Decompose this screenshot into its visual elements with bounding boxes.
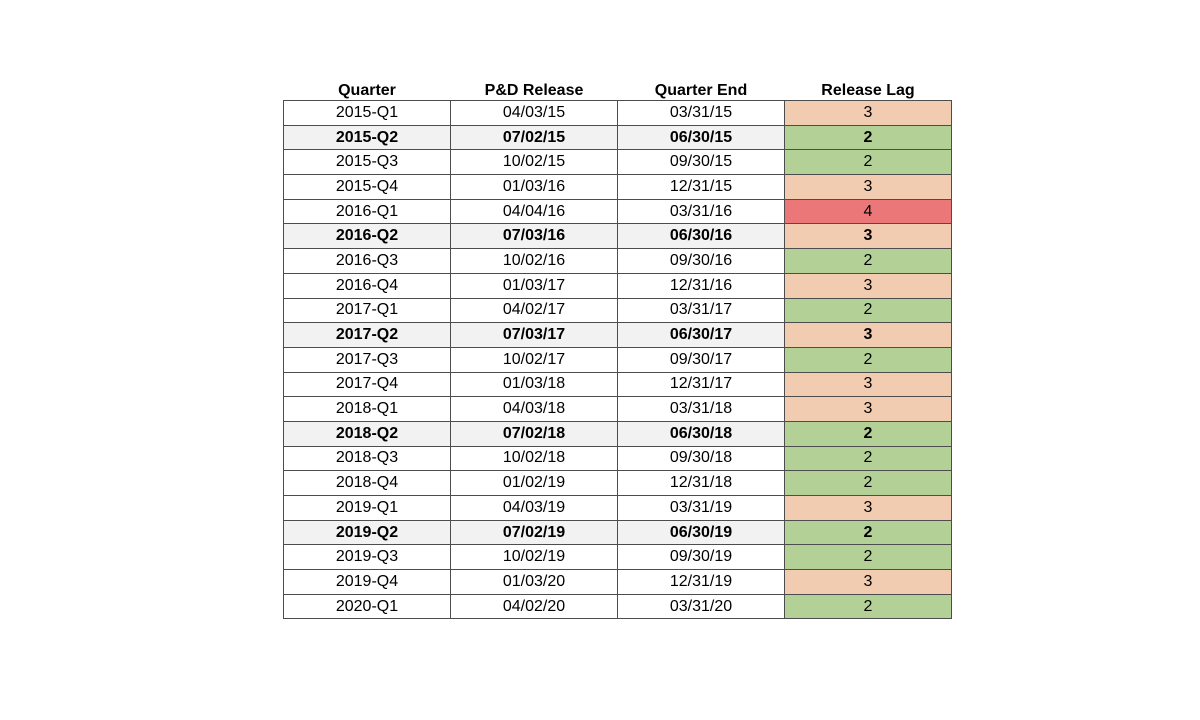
release-lag-cell: 3 — [785, 397, 952, 422]
quarter-cell: 2019-Q2 — [284, 520, 451, 545]
table-row — [284, 249, 952, 274]
quarter-end-cell: 03/31/20 — [618, 594, 785, 619]
release-cell: 07/02/19 — [451, 520, 618, 545]
quarter-cell: 2020-Q1 — [284, 594, 451, 619]
release-cell: 10/02/19 — [451, 545, 618, 570]
release-lag-cell: 3 — [785, 570, 952, 595]
release-lag-table — [283, 76, 952, 619]
quarter-end-cell: 03/31/19 — [618, 496, 785, 521]
quarter-end-cell: 06/30/18 — [618, 421, 785, 446]
release-cell: 07/03/17 — [451, 323, 618, 348]
release-cell: 10/02/17 — [451, 347, 618, 372]
quarter-end-cell: 12/31/17 — [618, 372, 785, 397]
table-row — [284, 175, 952, 200]
table-row — [284, 150, 952, 175]
quarter-cell: 2017-Q3 — [284, 347, 451, 372]
quarter-cell: 2018-Q2 — [284, 421, 451, 446]
table-row — [284, 372, 952, 397]
release-cell: 07/03/16 — [451, 224, 618, 249]
release-cell: 04/02/17 — [451, 298, 618, 323]
quarter-cell: 2015-Q4 — [284, 175, 451, 200]
release-lag-cell: 2 — [785, 298, 952, 323]
release-cell: 04/03/18 — [451, 397, 618, 422]
release-cell: 10/02/16 — [451, 249, 618, 274]
quarter-cell: 2016-Q1 — [284, 199, 451, 224]
release-cell: 04/03/15 — [451, 101, 618, 126]
quarter-end-cell: 06/30/17 — [618, 323, 785, 348]
release-lag-cell: 2 — [785, 421, 952, 446]
quarter-end-cell: 09/30/16 — [618, 249, 785, 274]
release-lag-cell: 2 — [785, 150, 952, 175]
quarter-cell: 2017-Q4 — [284, 372, 451, 397]
quarter-cell: 2018-Q3 — [284, 446, 451, 471]
release-lag-cell: 2 — [785, 347, 952, 372]
release-cell: 01/03/16 — [451, 175, 618, 200]
quarter-cell: 2019-Q1 — [284, 496, 451, 521]
table-row — [284, 446, 952, 471]
quarter-cell: 2015-Q3 — [284, 150, 451, 175]
release-lag-cell: 3 — [785, 372, 952, 397]
quarter-cell: 2018-Q4 — [284, 471, 451, 496]
quarter-cell: 2019-Q4 — [284, 570, 451, 595]
release-lag-cell: 2 — [785, 249, 952, 274]
release-cell: 04/04/16 — [451, 199, 618, 224]
quarter-cell: 2015-Q1 — [284, 101, 451, 126]
table-row — [284, 298, 952, 323]
quarter-end-cell: 09/30/17 — [618, 347, 785, 372]
header-quarter: Quarter — [338, 82, 396, 99]
release-lag-cell: 2 — [785, 125, 952, 150]
release-cell: 07/02/15 — [451, 125, 618, 150]
quarter-end-cell: 03/31/16 — [618, 199, 785, 224]
quarter-cell: 2016-Q2 — [284, 224, 451, 249]
quarter-end-cell: 06/30/19 — [618, 520, 785, 545]
quarter-cell: 2017-Q2 — [284, 323, 451, 348]
quarter-end-cell: 12/31/16 — [618, 273, 785, 298]
release-lag-cell: 3 — [785, 224, 952, 249]
table-row — [284, 471, 952, 496]
table-row — [284, 545, 952, 570]
table-row — [284, 397, 952, 422]
release-cell: 04/02/20 — [451, 594, 618, 619]
quarter-end-cell: 09/30/15 — [618, 150, 785, 175]
quarter-end-cell: 12/31/15 — [618, 175, 785, 200]
header-release: P&D Release — [484, 82, 584, 99]
quarter-cell: 2015-Q2 — [284, 125, 451, 150]
quarter-cell: 2016-Q4 — [284, 273, 451, 298]
table-row — [284, 101, 952, 126]
table-row — [284, 594, 952, 619]
quarter-end-cell: 06/30/16 — [618, 224, 785, 249]
quarter-end-cell: 09/30/18 — [618, 446, 785, 471]
release-cell: 10/02/15 — [451, 150, 618, 175]
header-quarter-end: Quarter End — [654, 82, 748, 99]
release-lag-cell: 3 — [785, 273, 952, 298]
quarter-end-cell: 03/31/17 — [618, 298, 785, 323]
quarter-end-cell: 03/31/18 — [618, 397, 785, 422]
release-lag-cell: 2 — [785, 446, 952, 471]
quarter-cell: 2018-Q1 — [284, 397, 451, 422]
release-lag-cell: 2 — [785, 471, 952, 496]
release-lag-cell: 3 — [785, 101, 952, 126]
release-lag-cell: 2 — [785, 520, 952, 545]
quarter-end-cell: 12/31/19 — [618, 570, 785, 595]
quarter-cell: 2017-Q1 — [284, 298, 451, 323]
table-row — [284, 273, 952, 298]
release-lag-cell: 2 — [785, 545, 952, 570]
quarter-cell: 2016-Q3 — [284, 249, 451, 274]
table-row — [284, 520, 952, 545]
table-row — [284, 323, 952, 348]
quarter-end-cell: 03/31/15 — [618, 101, 785, 126]
release-lag-cell: 3 — [785, 175, 952, 200]
release-cell: 10/02/18 — [451, 446, 618, 471]
release-cell: 01/02/19 — [451, 471, 618, 496]
release-lag-cell: 2 — [785, 594, 952, 619]
release-cell: 01/03/20 — [451, 570, 618, 595]
table-row — [284, 496, 952, 521]
release-lag-cell: 4 — [785, 199, 952, 224]
release-lag-cell: 3 — [785, 496, 952, 521]
release-cell: 01/03/17 — [451, 273, 618, 298]
header-release-lag: Release Lag — [821, 82, 915, 99]
quarter-cell: 2019-Q3 — [284, 545, 451, 570]
table-row — [284, 199, 952, 224]
release-cell: 07/02/18 — [451, 421, 618, 446]
table-body — [284, 101, 952, 619]
header-row — [284, 76, 952, 101]
release-lag-cell: 3 — [785, 323, 952, 348]
table-row — [284, 224, 952, 249]
quarter-end-cell: 09/30/19 — [618, 545, 785, 570]
table-row — [284, 421, 952, 446]
table-row — [284, 570, 952, 595]
table-row — [284, 125, 952, 150]
release-cell: 01/03/18 — [451, 372, 618, 397]
release-cell: 04/03/19 — [451, 496, 618, 521]
quarter-end-cell: 12/31/18 — [618, 471, 785, 496]
quarter-end-cell: 06/30/15 — [618, 125, 785, 150]
table-row — [284, 347, 952, 372]
